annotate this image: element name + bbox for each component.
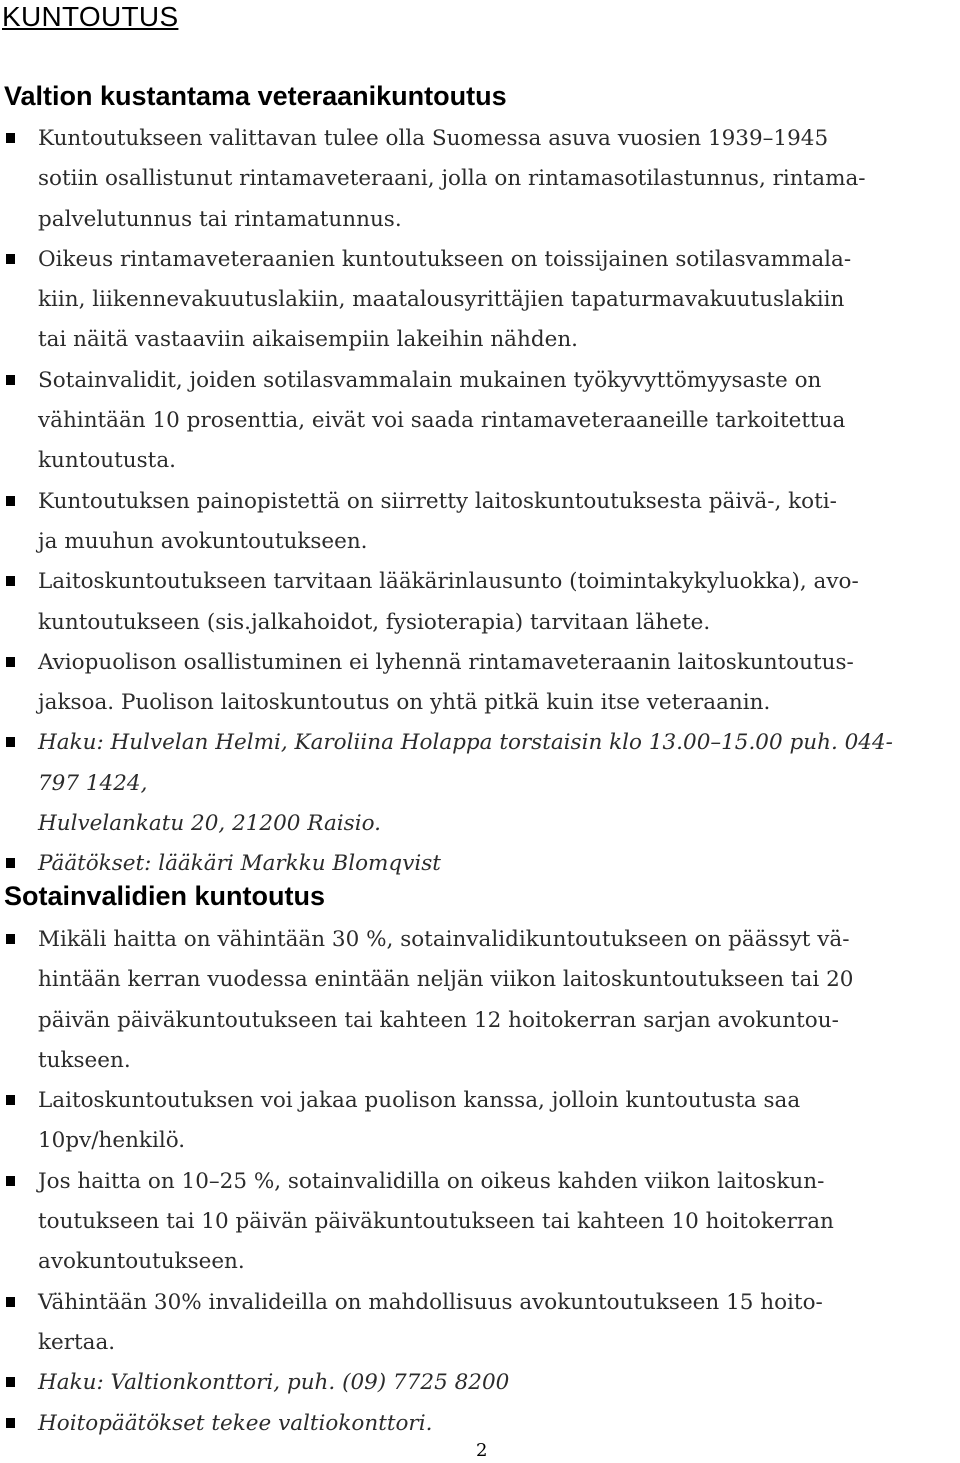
list-item: [0, 361, 960, 482]
section-heading-veteran-rehabilitation: Valtion kustantama veteraanikuntoutus: [4, 81, 507, 111]
list-item: [0, 920, 960, 1081]
bullet-list-veteran-rehabilitation: [0, 119, 960, 885]
text-line: Laitoskuntoutukseen tarvitaan lääkärinlausunto (toimintakykyluokka), avo-: [38, 569, 859, 595]
text-line: jaksoa. Puolison laitoskuntoutus on yhtä pitkä kuin itse veteraanin.: [38, 690, 771, 716]
list-item: [0, 240, 960, 361]
text-line: Vähintään 30% invalideilla on mahdollisuus avokuntoutukseen 15 hoito-: [38, 1289, 823, 1315]
text-line: Hoitopäätökset tekee valtiokonttori.: [38, 1410, 433, 1436]
list-item: [0, 119, 960, 240]
text-line: kuntoutukseen (sis.jalkahoidot, fysioterapia) tarvitaan lähete.: [38, 609, 711, 635]
text-line: ja muuhun avokuntoutukseen.: [38, 528, 368, 554]
text-line: kertaa.: [38, 1329, 116, 1355]
list-item: [0, 844, 960, 884]
square-bullet-icon: [6, 657, 15, 667]
text-line: toutukseen tai 10 päivän päiväkuntoutukseen tai kahteen 10 hoitokerran: [38, 1209, 834, 1235]
text-line: päivän päiväkuntoutukseen tai kahteen 12 hoitokerran sarjan avokuntou-: [38, 1007, 839, 1033]
document-title: KUNTOUTUS: [2, 1, 179, 32]
square-bullet-icon: [6, 375, 15, 385]
square-bullet-icon: [6, 133, 15, 143]
list-item: [0, 1081, 960, 1162]
section-heading-war-invalid-rehabilitation: Sotainvalidien kuntoutus: [4, 881, 326, 911]
text-line: tai näitä vastaaviin aikaisempiin lakeihin nähden.: [38, 327, 579, 353]
text-line: kuntoutusta.: [38, 448, 176, 474]
bullet-list-war-invalid-rehabilitation: [0, 920, 960, 1444]
text-line: sotiin osallistunut rintamaveteraani, jolla on rintamasotilastunnus, rintama-: [38, 166, 866, 192]
text-line: 10pv/henkilö.: [38, 1128, 186, 1154]
text-line: tukseen.: [38, 1047, 131, 1073]
square-bullet-icon: [6, 934, 15, 944]
list-item: [0, 482, 960, 563]
list-item: [0, 643, 960, 724]
text-line: Hulvelankatu 20, 21200 Raisio.: [38, 811, 381, 837]
text-line: vähintään 10 prosenttia, eivät voi saada rintamaveteraaneille tarkoitettua: [38, 408, 846, 434]
text-line: Kuntoutukseen valittavan tulee olla Suomessa asuva vuosien 1939–1945: [38, 126, 829, 151]
text-line: palvelutunnus tai rintamatunnus.: [38, 206, 402, 232]
square-bullet-icon: [6, 1377, 15, 1387]
list-item: [0, 723, 960, 844]
text-line: Mikäli haitta on vähintään 30 %, sotainvalidikuntoutukseen on päässyt vä-: [38, 927, 850, 952]
square-bullet-icon: [6, 1297, 15, 1307]
list-item: [0, 1363, 960, 1403]
square-bullet-icon: [6, 496, 15, 506]
text-line: hintään kerran vuodessa enintään neljän viikon laitoskuntoutukseen tai 20: [38, 967, 854, 993]
text-line: avokuntoutukseen.: [38, 1249, 245, 1275]
square-bullet-icon: [6, 254, 15, 264]
list-item: [0, 1404, 960, 1444]
text-line: Kuntoutuksen painopistettä on siirretty laitoskuntoutuksesta päivä-, koti-: [38, 488, 837, 514]
square-bullet-icon: [6, 1176, 15, 1186]
square-bullet-icon: [6, 737, 15, 747]
text-line: Haku: Hulvelan Helmi, Karoliina Holappa torstaisin klo 13.00–15.00 puh. 044-: [38, 730, 893, 756]
text-line: kiin, liikennevakuutuslakiin, maatalousyrittäjien tapaturmavakuutuslakiin: [38, 287, 845, 313]
list-item: [0, 1283, 960, 1364]
square-bullet-icon: [6, 576, 15, 586]
text-line: Päätökset: lääkäri Markku Blomqvist: [38, 851, 441, 877]
text-line: Laitoskuntoutuksen voi jakaa puolison kanssa, jolloin kuntoutusta saa: [38, 1088, 801, 1114]
text-line: Sotainvalidit, joiden sotilasvammalain mukainen työkyvyttömyysaste on: [38, 367, 822, 393]
list-item: [0, 562, 960, 643]
square-bullet-icon: [6, 858, 15, 868]
text-line: 797 1424,: [38, 770, 148, 796]
text-line: Aviopuolison osallistuminen ei lyhennä rintamaveteraanin laitoskuntoutus-: [38, 649, 854, 675]
text-line: Haku: Valtionkonttori, puh. (09) 7725 8200: [38, 1370, 510, 1396]
text-line: Oikeus rintamaveteraanien kuntoutukseen on toissijainen sotilasvammala-: [38, 246, 852, 272]
page-number: 2: [476, 1440, 488, 1461]
square-bullet-icon: [6, 1095, 15, 1105]
text-line: Jos haitta on 10–25 %, sotainvalidilla on oikeus kahden viikon laitoskun-: [38, 1168, 825, 1194]
list-item: [0, 1162, 960, 1283]
square-bullet-icon: [6, 1418, 15, 1428]
